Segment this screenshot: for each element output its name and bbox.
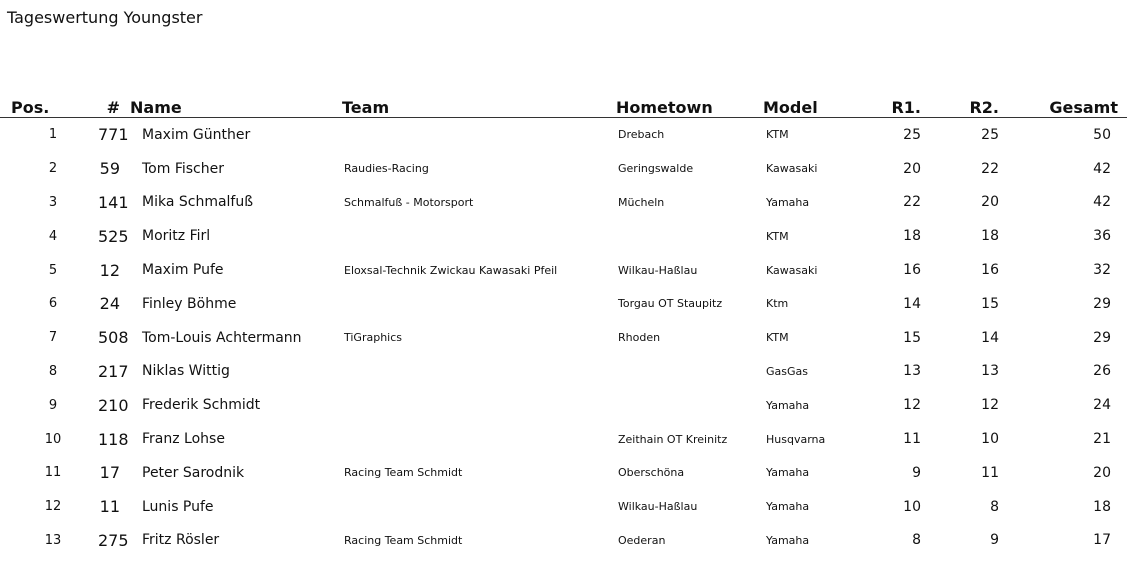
start-number-cell: 12 bbox=[99, 260, 120, 280]
race1-points-cell: 12 bbox=[903, 397, 921, 414]
column-header-name: Name bbox=[120, 95, 336, 118]
rank-cell: 4 bbox=[48, 228, 58, 244]
rider-name-cell: Fritz Rösler bbox=[142, 532, 220, 549]
rider-name-cell: Peter Sarodnik bbox=[142, 464, 245, 481]
table-row bbox=[0, 524, 1127, 558]
rider-name-cell: Franz Lohse bbox=[142, 431, 225, 448]
total-points-cell: 42 bbox=[1093, 194, 1111, 211]
table-header-row bbox=[0, 95, 1127, 118]
race2-points-cell: 12 bbox=[981, 397, 999, 414]
race1-points-cell: 20 bbox=[903, 160, 921, 177]
team-cell bbox=[336, 287, 610, 321]
column-header-hometown: Hometown bbox=[610, 95, 756, 118]
table-row bbox=[0, 490, 1127, 524]
rank-cell: 11 bbox=[44, 465, 62, 481]
total-points-cell: 17 bbox=[1093, 532, 1111, 549]
team-cell bbox=[336, 422, 610, 456]
rider-name-cell: Maxim Pufe bbox=[142, 262, 224, 279]
rank-cell: 9 bbox=[48, 397, 58, 413]
total-points-cell: 29 bbox=[1093, 295, 1111, 312]
total-points-cell: 42 bbox=[1093, 160, 1111, 177]
table-row bbox=[0, 186, 1127, 220]
table-row bbox=[0, 152, 1127, 186]
total-points-cell: 20 bbox=[1093, 464, 1111, 481]
table-row bbox=[0, 219, 1127, 253]
race1-points-cell: 10 bbox=[903, 498, 921, 515]
rider-name-cell: Maxim Günther bbox=[142, 126, 251, 143]
hometown-cell: Zeithain OT Kreinitz bbox=[618, 432, 728, 446]
rider-name-cell: Niklas Wittig bbox=[142, 363, 230, 380]
race1-points-cell: 15 bbox=[903, 329, 921, 346]
column-header-pos: Pos. bbox=[0, 95, 98, 118]
start-number-cell: 508 bbox=[98, 328, 129, 348]
model-cell: GasGas bbox=[766, 364, 808, 378]
hometown-cell bbox=[610, 219, 756, 253]
rider-name-cell: Finley Böhme bbox=[142, 295, 237, 312]
rank-cell: 5 bbox=[48, 262, 58, 278]
team-cell bbox=[336, 118, 610, 152]
race2-points-cell: 25 bbox=[981, 126, 999, 143]
start-number-cell: 210 bbox=[98, 395, 129, 415]
rider-name-cell: Moritz Firl bbox=[142, 228, 211, 245]
race1-points-cell: 18 bbox=[903, 228, 921, 245]
table-row bbox=[0, 456, 1127, 490]
table-row bbox=[0, 321, 1127, 355]
table-row bbox=[0, 287, 1127, 321]
column-header-number: # bbox=[98, 95, 120, 118]
team-cell bbox=[336, 388, 610, 422]
team-cell bbox=[336, 219, 610, 253]
model-cell: KTM bbox=[766, 229, 789, 243]
team-cell bbox=[336, 490, 610, 524]
race1-points-cell: 11 bbox=[903, 431, 921, 448]
rank-cell: 6 bbox=[48, 296, 58, 312]
model-cell: Kawasaki bbox=[766, 162, 818, 176]
team-cell: Schmalfuß - Motorsport bbox=[344, 195, 474, 209]
hometown-cell: Wilkau-Haßlau bbox=[618, 263, 698, 277]
start-number-cell: 141 bbox=[98, 192, 129, 212]
rank-cell: 10 bbox=[44, 431, 62, 447]
hometown-cell: Wilkau-Haßlau bbox=[618, 500, 698, 514]
model-cell: Yamaha bbox=[766, 195, 810, 209]
rank-cell: 2 bbox=[48, 161, 58, 177]
race2-points-cell: 22 bbox=[981, 160, 999, 177]
race2-points-cell: 16 bbox=[981, 262, 999, 279]
start-number-cell: 24 bbox=[99, 294, 120, 314]
column-header-total: Gesamt bbox=[1007, 95, 1127, 118]
team-cell: Racing Team Schmidt bbox=[344, 466, 463, 480]
race2-points-cell: 13 bbox=[981, 363, 999, 380]
model-cell: Yamaha bbox=[766, 533, 810, 547]
hometown-cell bbox=[610, 388, 756, 422]
rank-cell: 8 bbox=[48, 363, 58, 379]
race2-points-cell: 8 bbox=[990, 498, 999, 515]
model-cell: KTM bbox=[766, 128, 789, 142]
start-number-cell: 771 bbox=[98, 125, 129, 145]
start-number-cell: 525 bbox=[98, 226, 129, 246]
total-points-cell: 24 bbox=[1093, 397, 1111, 414]
team-cell: Raudies-Racing bbox=[344, 162, 429, 176]
hometown-cell: Rhoden bbox=[618, 331, 661, 345]
team-cell: Racing Team Schmidt bbox=[344, 533, 463, 547]
team-cell: Eloxsal-Technik Zwickau Kawasaki Pfeil bbox=[344, 263, 558, 277]
race1-points-cell: 13 bbox=[903, 363, 921, 380]
total-points-cell: 18 bbox=[1093, 498, 1111, 515]
hometown-cell: Oberschöna bbox=[618, 466, 685, 480]
hometown-cell: Geringswalde bbox=[618, 162, 694, 176]
rank-cell: 3 bbox=[48, 194, 58, 210]
rank-cell: 7 bbox=[48, 330, 58, 346]
model-cell: Yamaha bbox=[766, 466, 810, 480]
hometown-cell bbox=[610, 355, 756, 389]
team-cell: TiGraphics bbox=[344, 331, 403, 345]
start-number-cell: 17 bbox=[99, 463, 120, 483]
rank-cell: 1 bbox=[48, 127, 58, 143]
hometown-cell: Mücheln bbox=[618, 195, 665, 209]
race2-points-cell: 15 bbox=[981, 295, 999, 312]
start-number-cell: 118 bbox=[98, 429, 129, 449]
model-cell: KTM bbox=[766, 331, 789, 345]
table-row bbox=[0, 388, 1127, 422]
column-header-r1: R1. bbox=[861, 95, 933, 118]
rider-name-cell: Tom Fischer bbox=[142, 160, 224, 177]
model-cell: Ktm bbox=[766, 297, 789, 311]
table-row bbox=[0, 118, 1127, 152]
hometown-cell: Drebach bbox=[618, 128, 665, 142]
model-cell: Kawasaki bbox=[766, 263, 818, 277]
page-title: Tageswertung Youngster bbox=[7, 8, 203, 27]
start-number-cell: 59 bbox=[99, 159, 120, 179]
results-table bbox=[0, 95, 1127, 557]
column-header-team: Team bbox=[336, 95, 610, 118]
model-cell: Husqvarna bbox=[766, 432, 826, 446]
race2-points-cell: 10 bbox=[981, 431, 999, 448]
race2-points-cell: 9 bbox=[990, 532, 999, 549]
table-row bbox=[0, 355, 1127, 389]
rider-name-cell: Tom-Louis Achtermann bbox=[142, 329, 302, 346]
start-number-cell: 217 bbox=[98, 361, 129, 381]
race1-points-cell: 16 bbox=[903, 262, 921, 279]
rank-cell: 13 bbox=[44, 532, 62, 548]
rider-name-cell: Lunis Pufe bbox=[142, 498, 214, 515]
rider-name-cell: Frederik Schmidt bbox=[142, 397, 261, 414]
start-number-cell: 275 bbox=[98, 530, 129, 550]
start-number-cell: 11 bbox=[99, 497, 120, 517]
rank-cell: 12 bbox=[44, 499, 62, 515]
race2-points-cell: 14 bbox=[981, 329, 999, 346]
table-row bbox=[0, 253, 1127, 287]
team-cell bbox=[336, 355, 610, 389]
total-points-cell: 36 bbox=[1093, 228, 1111, 245]
column-header-r2: R2. bbox=[933, 95, 1007, 118]
total-points-cell: 32 bbox=[1093, 262, 1111, 279]
total-points-cell: 29 bbox=[1093, 329, 1111, 346]
model-cell: Yamaha bbox=[766, 398, 810, 412]
total-points-cell: 26 bbox=[1093, 363, 1111, 380]
total-points-cell: 21 bbox=[1093, 431, 1111, 448]
race2-points-cell: 20 bbox=[981, 194, 999, 211]
race1-points-cell: 22 bbox=[903, 194, 921, 211]
model-cell: Yamaha bbox=[766, 500, 810, 514]
race1-points-cell: 8 bbox=[912, 532, 921, 549]
hometown-cell: Torgau OT Staupitz bbox=[618, 297, 723, 311]
race1-points-cell: 25 bbox=[903, 126, 921, 143]
total-points-cell: 50 bbox=[1093, 126, 1111, 143]
column-header-model: Model bbox=[756, 95, 861, 118]
rider-name-cell: Mika Schmalfuß bbox=[142, 194, 254, 211]
race1-points-cell: 14 bbox=[903, 295, 921, 312]
hometown-cell: Oederan bbox=[618, 533, 666, 547]
race2-points-cell: 11 bbox=[981, 464, 999, 481]
race1-points-cell: 9 bbox=[912, 464, 921, 481]
race2-points-cell: 18 bbox=[981, 228, 999, 245]
table-row bbox=[0, 422, 1127, 456]
